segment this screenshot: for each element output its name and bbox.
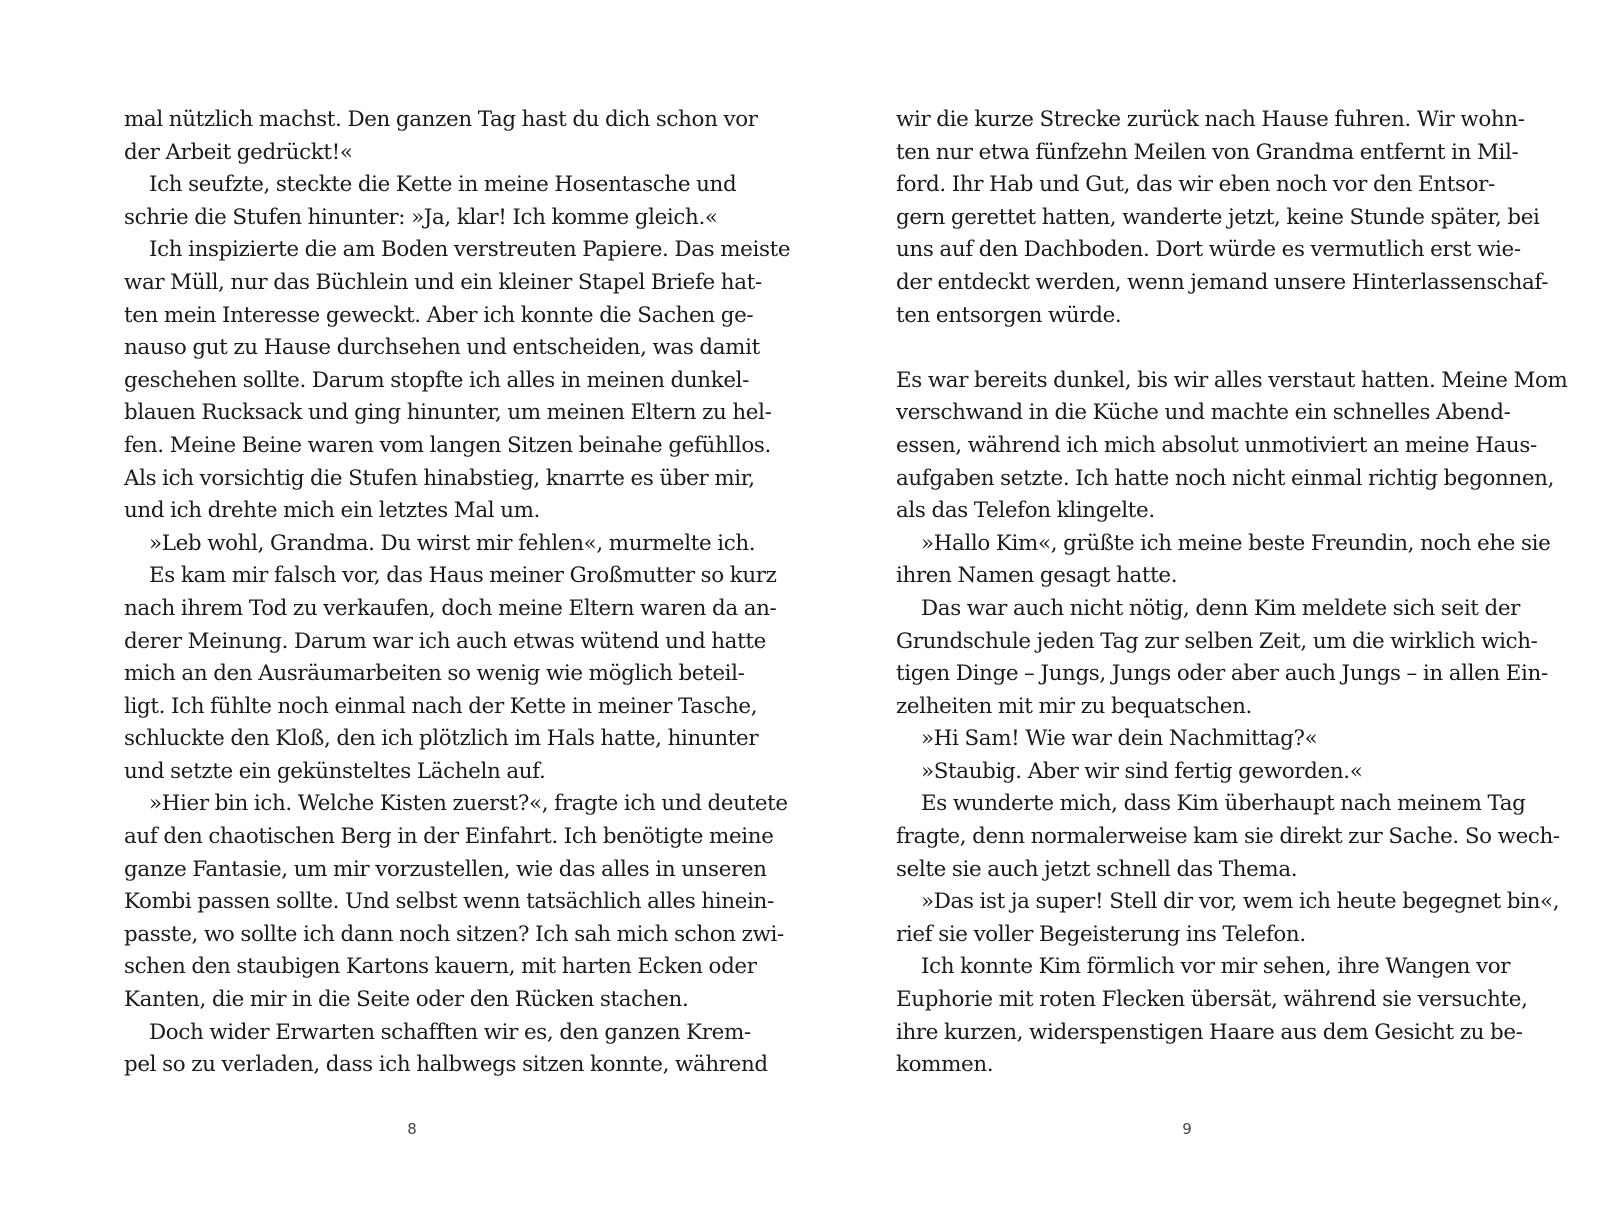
text-line: und ich drehte mich ein letztes Mal um.: [124, 498, 541, 524]
page-number-right: 9: [1182, 1120, 1192, 1138]
text-line: war Müll, nur das Büchlein und ein kleiner Stapel Briefe hat-: [124, 269, 762, 295]
text-line: kommen.: [896, 1052, 994, 1078]
text-line: tigen Dinge – Jungs, Jungs oder aber auch Jungs – in allen Ein-: [896, 661, 1548, 687]
page-number-left: 8: [407, 1120, 417, 1138]
text-line: wir die kurze Strecke zurück nach Hause fuhren. Wir wohn-: [896, 107, 1525, 132]
text-line: ihre kurzen, widerspenstigen Haare aus dem Gesicht zu be-: [896, 1019, 1523, 1045]
text-line: Kombi passen sollte. Und selbst wenn tatsächlich alles hinein-: [124, 889, 774, 915]
text-line: ford. Ihr Hab und Gut, das wir eben noch vor den Entsor-: [896, 172, 1495, 198]
text-line: blauen Rucksack und ging hinunter, um meinen Eltern zu hel-: [124, 400, 772, 426]
section-break: [896, 332, 1480, 365]
text-line: »Hier bin ich. Welche Kisten zuerst?«, fragte ich und deutete: [149, 791, 788, 817]
text-line: Ich inspizierte die am Boden verstreuten Papiere. Das meiste: [149, 237, 791, 263]
text-line: ihren Namen gesagt hatte.: [896, 563, 1178, 589]
text-line: Als ich vorsichtig die Stufen hinabstieg, knarrte es über mir,: [124, 465, 755, 491]
text-line: der entdeckt werden, wenn jemand unsere Hinterlassenschaf-: [896, 269, 1549, 295]
text-line: ganze Fantasie, um mir vorzustellen, wie das alles in unseren: [124, 856, 767, 882]
left-page-text: [124, 104, 791, 1082]
text-line: Es war bereits dunkel, bis wir alles verstaut hatten. Meine Mom: [896, 367, 1568, 393]
text-line: selte sie auch jetzt schnell das Thema.: [896, 856, 1298, 882]
text-line: fragte, denn normalerweise kam sie direkt zur Sache. So wech-: [896, 824, 1560, 850]
text-line: uns auf den Dachboden. Dort würde es vermutlich erst wie-: [896, 237, 1521, 263]
text-line: nach ihrem Tod zu verkaufen, doch meine Eltern waren da an-: [124, 595, 777, 621]
text-line: »Hallo Kim«, grüßte ich meine beste Freundin, noch ehe sie: [921, 530, 1551, 556]
text-line: Es wunderte mich, dass Kim überhaupt nach meinem Tag: [921, 791, 1526, 817]
text-line: ten nur etwa fünfzehn Meilen von Grandma entfernt in Mil-: [896, 139, 1519, 165]
text-line: passte, wo sollte ich dann noch sitzen? Ich sah mich schon zwi-: [124, 921, 784, 947]
text-line: »Hi Sam! Wie war dein Nachmittag?«: [921, 726, 1318, 752]
text-line: mich an den Ausräumarbeiten so wenig wie möglich beteil-: [124, 661, 745, 687]
text-line: »Leb wohl, Grandma. Du wirst mir fehlen«, murmelte ich.: [149, 530, 756, 556]
text-line: schen den staubigen Kartons kauern, mit harten Ecken oder: [124, 954, 757, 980]
text-line: nauso gut zu Hause durchsehen und entscheiden, was damit: [124, 335, 760, 361]
text-line: aufgaben setzte. Ich hatte noch nicht einmal richtig begonnen,: [896, 465, 1555, 491]
text-line: schrie die Stufen hinunter: »Ja, klar! Ich komme gleich.«: [124, 204, 718, 230]
text-line: rief sie voller Begeisterung ins Telefon.: [896, 921, 1306, 947]
text-line: »Staubig. Aber wir sind fertig geworden.«: [921, 758, 1363, 784]
text-line: Grundschule jeden Tag zur selben Zeit, um die wirklich wich-: [896, 628, 1538, 654]
text-line: Das war auch nicht nötig, denn Kim meldete sich seit der: [921, 595, 1521, 621]
text-line: der Arbeit gedrückt!«: [124, 139, 353, 165]
text-line: Euphorie mit roten Flecken übersät, während sie versuchte,: [896, 987, 1528, 1013]
right-page: [800, 0, 1600, 1215]
text-line: als das Telefon klingelte.: [896, 498, 1155, 524]
text-line: »Das ist ja super! Stell dir vor, wem ich heute begegnet bin«,: [921, 889, 1560, 915]
text-line: auf den chaotischen Berg in der Einfahrt. Ich benötigte meine: [124, 824, 774, 850]
text-line: und setzte ein gekünsteltes Lächeln auf.: [124, 758, 546, 784]
text-line: zelheiten mit mir zu bequatschen.: [896, 693, 1252, 719]
text-line: derer Meinung. Darum war ich auch etwas wütend und hatte: [124, 628, 766, 654]
text-line: ligt. Ich fühlte noch einmal nach der Kette in meiner Tasche,: [124, 693, 758, 719]
text-line: pel so zu verladen, dass ich halbwegs sitzen konnte, während: [124, 1052, 768, 1078]
text-line: Kanten, die mir in die Seite oder den Rücken stachen.: [124, 987, 689, 1013]
text-line: essen, während ich mich absolut unmotiviert an meine Haus-: [896, 432, 1537, 458]
text-line: Doch wider Erwarten schafften wir es, den ganzen Krem-: [149, 1019, 751, 1045]
text-line: ten mein Interesse geweckt. Aber ich konnte die Sachen ge-: [124, 302, 754, 328]
text-line: ten entsorgen würde.: [896, 302, 1122, 328]
text-line: mal nützlich machst. Den ganzen Tag hast du dich schon vor: [124, 107, 758, 132]
text-line: Ich seufzte, steckte die Kette in meine Hosentasche und: [149, 172, 737, 198]
text-line: schluckte den Kloß, den ich plötzlich im Hals hatte, hinunter: [124, 726, 759, 752]
text-line: geschehen sollte. Darum stopfte ich alles in meinen dunkel-: [124, 367, 750, 393]
text-line: verschwand in die Küche und machte ein schnelles Abend-: [896, 400, 1511, 426]
text-line: Ich konnte Kim förmlich vor mir sehen, ihre Wangen vor: [921, 954, 1511, 980]
text-line: gern gerettet hatten, wanderte jetzt, keine Stunde später, bei: [896, 204, 1540, 230]
right-page-text: [896, 104, 1568, 1082]
text-line: fen. Meine Beine waren vom langen Sitzen beinahe gefühllos.: [124, 432, 771, 458]
text-line: Es kam mir falsch vor, das Haus meiner Großmutter so kurz: [149, 563, 777, 589]
